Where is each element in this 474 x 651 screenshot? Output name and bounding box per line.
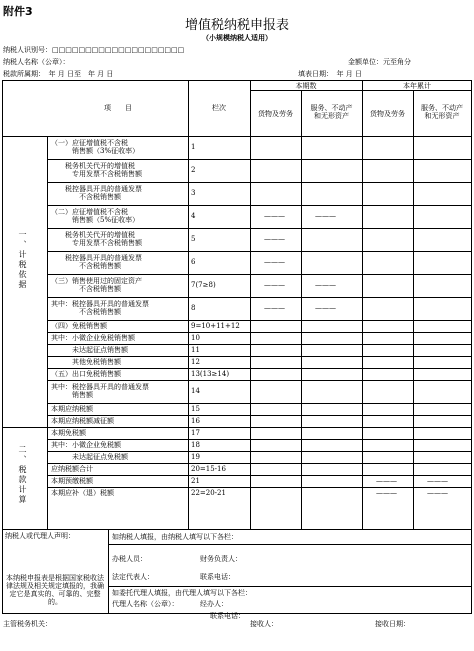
- agent-handler-label: 经办人：: [200, 600, 228, 608]
- not-applicable-dash: ———: [427, 477, 448, 485]
- not-applicable-dash: ———: [315, 281, 336, 289]
- row-divider: [47, 451, 472, 452]
- row-item-label: 本期预缴税额: [51, 477, 93, 485]
- header-line-no: 栏次: [212, 104, 226, 112]
- agent-phone-label: 联系电话：: [210, 612, 245, 620]
- taxpayer-name-label: 纳税人名称（公章）：: [3, 58, 70, 66]
- row-line-number: 17: [191, 429, 200, 437]
- row-item-label: 其他免税销售额: [51, 358, 121, 366]
- row-line-number: 7(7≥8): [191, 281, 216, 289]
- receiver-label: 接收人：: [250, 620, 278, 628]
- row-line-number: 19: [191, 453, 200, 461]
- self-fill-note: 如纳税人填报，由纳税人填写以下各栏：: [112, 533, 238, 541]
- not-applicable-dash: ———: [264, 304, 285, 312]
- row-line-number: 12: [191, 358, 200, 366]
- form-subtitle: （小规模纳税人适用）: [202, 33, 272, 42]
- row-divider: [47, 274, 472, 275]
- row-divider: [47, 320, 472, 321]
- not-applicable-dash: ———: [264, 258, 285, 266]
- row-divider: [47, 463, 472, 464]
- tax-office-label: 主管税务机关：: [3, 620, 52, 628]
- header-item: 项 目: [104, 104, 132, 112]
- row-line-number: 9=10+11+12: [191, 322, 240, 330]
- amount-unit: 金额单位：元至角分: [348, 58, 411, 66]
- not-applicable-dash: ———: [376, 477, 397, 485]
- row-item-label: 本期应补（退）税额: [51, 489, 114, 497]
- not-applicable-dash: ———: [264, 235, 285, 243]
- row-item-label: 税务机关代开的增值税 专用发票不含税销售额: [64, 162, 142, 178]
- row-line-number: 3: [191, 189, 196, 197]
- row-item-label: （三）销售使用过的固定资产 不含税销售额: [51, 277, 142, 293]
- row-line-number: 16: [191, 417, 200, 425]
- row-item-label: 未达起征点销售额: [51, 346, 128, 354]
- header-ytd: 本年累计: [403, 82, 431, 90]
- header-services-current: 服务、不动产 和无形资产: [310, 104, 353, 120]
- agent-name-label: 代理人名称（公章）：: [112, 600, 179, 608]
- row-divider: [47, 159, 472, 160]
- row-line-number: 10: [191, 334, 200, 342]
- row-item-label: 其中：税控器具开具的普通发票 销售额: [51, 383, 149, 399]
- not-applicable-dash: ———: [315, 212, 336, 220]
- row-item-label: （二）应征增值税不含税 销售额（5%征收率）: [51, 208, 140, 224]
- receive-date-label: 接收日期：: [375, 620, 410, 628]
- row-line-number: 8: [191, 304, 196, 312]
- row-divider: [47, 439, 472, 440]
- row-divider: [47, 475, 472, 476]
- row-divider: [47, 251, 472, 252]
- row-divider: [47, 205, 472, 206]
- row-item-label: （五）出口免税销售额: [51, 370, 121, 378]
- section2-label: 二、税款计算: [18, 445, 27, 505]
- not-applicable-dash: ———: [315, 304, 336, 312]
- row-item-label: 税务机关代开的增值税 专用发票不含税销售额: [64, 231, 142, 247]
- not-applicable-dash: ———: [264, 212, 285, 220]
- form-title: 增值税纳税申报表: [184, 18, 289, 33]
- row-line-number: 14: [191, 387, 200, 395]
- header-goods-ytd: 货物及劳务: [370, 110, 405, 118]
- row-item-label: 税控器具开具的普通发票 不含税销售额: [64, 185, 142, 201]
- row-item-label: 本期免税额: [51, 429, 86, 437]
- row-divider: [47, 487, 472, 488]
- row-line-number: 6: [191, 258, 196, 266]
- row-item-label: 本期应纳税额减征额: [51, 417, 114, 425]
- not-applicable-dash: ———: [376, 489, 397, 497]
- row-item-label: 税控器具开具的普通发票 不含税销售额: [64, 254, 142, 270]
- row-divider: [47, 228, 472, 229]
- row-item-label: （一）应征增值税不含税 销售额（3%征收率）: [51, 139, 140, 155]
- row-item-label: 未达起征点免税额: [51, 453, 128, 461]
- row-item-label: 其中：小微企业免税额: [51, 441, 121, 449]
- row-line-number: 15: [191, 405, 200, 413]
- declaration-text: 本纳税申报表是根据国家税收法律法规及相关规定填报的，我确定它是真实的、可靠的、完整的。: [6, 574, 104, 606]
- section1-label: 一、计税依据: [18, 230, 27, 290]
- agent-fill-note: 如委托代理人填报，由代理人填写以下各栏：: [112, 589, 252, 597]
- row-divider: [47, 415, 472, 416]
- row-divider: [47, 297, 472, 298]
- row-line-number: 2: [191, 166, 196, 174]
- header-services-ytd: 服务、不动产 和无形资产: [421, 104, 463, 120]
- declarant-label: 纳税人或代理人声明：: [5, 532, 75, 540]
- row-line-number: 13(13≥14): [191, 370, 230, 378]
- fill-date-label: 填表日期： 年 月 日: [298, 70, 362, 78]
- row-divider: [47, 182, 472, 183]
- row-divider: [47, 427, 472, 428]
- row-divider: [47, 380, 472, 381]
- taxpayer-id-label: 纳税人识别号：□□□□□□□□□□□□□□□□□□□□: [3, 46, 185, 54]
- row-line-number: 20=15-16: [191, 465, 226, 473]
- row-divider: [47, 403, 472, 404]
- row-line-number: 21: [191, 477, 200, 485]
- handler-label: 办税人员：: [112, 555, 147, 563]
- finance-head-label: 财务负责人：: [200, 555, 242, 563]
- row-line-number: 5: [191, 235, 196, 243]
- header-current-period: 本期数: [295, 82, 317, 90]
- legal-rep-label: 法定代表人：: [112, 573, 154, 581]
- row-line-number: 11: [191, 346, 200, 354]
- contact-phone-label: 联系电话：: [200, 573, 235, 581]
- row-item-label: 其中：小微企业免税销售额: [51, 334, 135, 342]
- row-item-label: 其中：税控器具开具的普通发票 不含税销售额: [51, 300, 149, 316]
- row-line-number: 22=20-21: [191, 489, 226, 497]
- header-goods-current: 货物及劳务: [258, 110, 293, 118]
- row-divider: [47, 368, 472, 369]
- row-item-label: 本期应纳税额: [51, 405, 93, 413]
- row-line-number: 4: [191, 212, 196, 220]
- row-item-label: 应纳税额合计: [51, 465, 93, 473]
- row-divider: [47, 356, 472, 357]
- not-applicable-dash: ———: [264, 281, 285, 289]
- row-divider: [47, 332, 472, 333]
- period-label: 税款所属期： 年 月 日至 年 月 日: [3, 70, 114, 78]
- not-applicable-dash: ———: [427, 489, 448, 497]
- row-line-number: 1: [191, 143, 196, 151]
- attachment-label: 附件3: [3, 5, 33, 18]
- row-divider: [47, 344, 472, 345]
- row-line-number: 18: [191, 441, 200, 449]
- row-item-label: （四）免税销售额: [51, 322, 107, 330]
